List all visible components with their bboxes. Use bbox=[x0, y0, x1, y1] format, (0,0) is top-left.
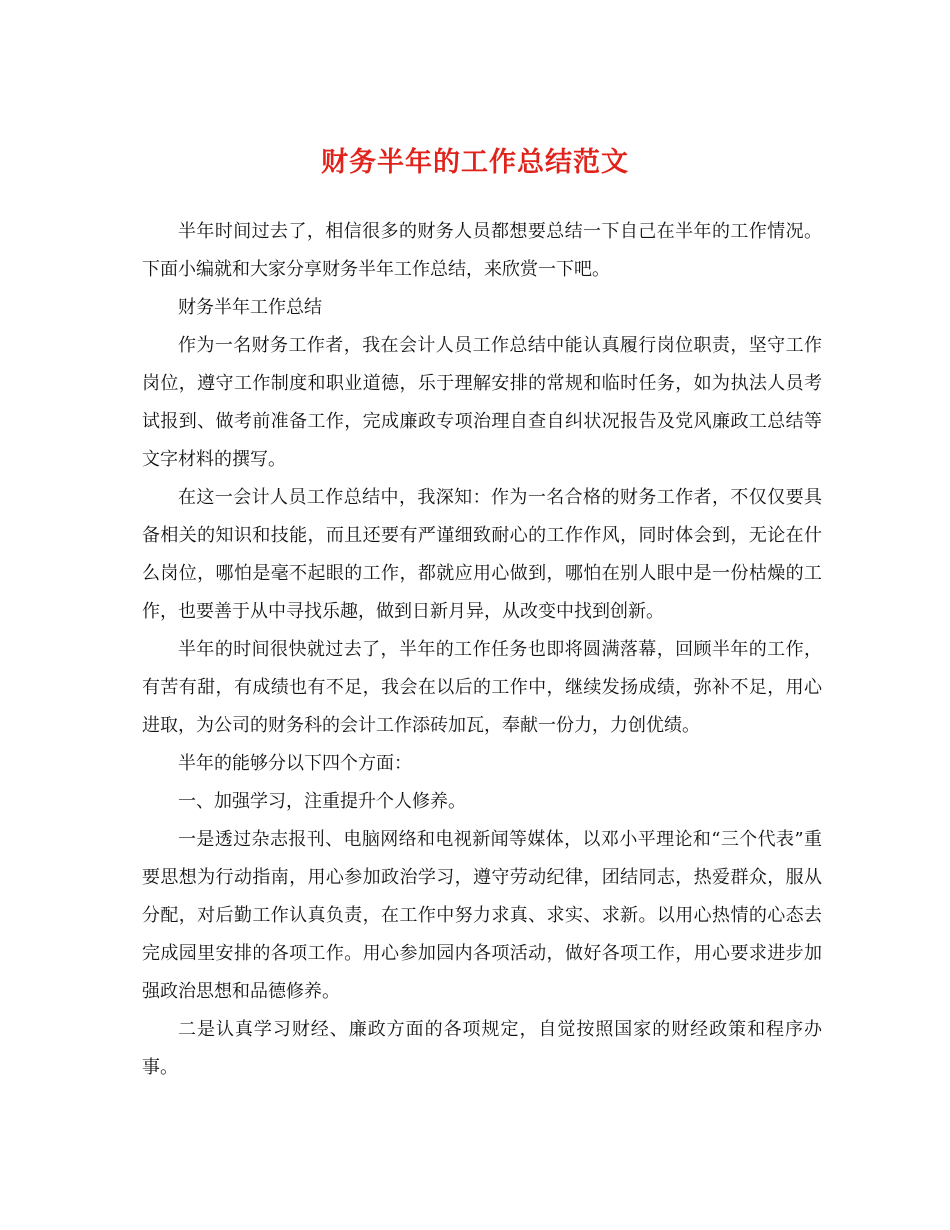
paragraph-intro: 半年时间过去了，相信很多的财务人员都想要总结一下自己在半年的工作情况。下面小编就和大家分享财务半年工作总结，来欣赏一下吧。 bbox=[142, 221, 822, 280]
paragraph-section-one-heading: 一、加强学习，注重提升个人修养。 bbox=[178, 791, 466, 812]
paragraph-reflection: 在这一会计人员工作总结中，我深知：作为一名合格的财务工作者，不仅仅要具备相关的知识和技能，而且还要有严谨细致耐心的工作作风，同时体会到，无论在什么岗位，哪怕是毫不起眼的工作，都就应用心做到，哪怕在别人眼中是一份枯燥的工作，也要善于从中寻找乐趣，做到日新月异，从改变中找到创新。 bbox=[142, 487, 822, 622]
paragraph-four-aspects: 半年的能够分以下四个方面： bbox=[178, 753, 412, 774]
paragraph-review: 半年的时间很快就过去了，半年的工作任务也即将圆满落幕，回顾半年的工作，有苦有甜，有成绩也有不足，我会在以后的工作中，继续发扬成绩，弥补不足，用心进取，为公司的财务科的会计工作添砖加瓦，奉献一份力，力创优绩。 bbox=[142, 639, 822, 736]
document-body bbox=[142, 213, 822, 1087]
document-title: 财务半年的工作总结范文 bbox=[321, 147, 629, 178]
paragraph-section-one-point-one: 一是透过杂志报刊、电脑网络和电视新闻等媒体，以邓小平理论和“三个代表”重要思想为行动指南，用心参加政治学习，遵守劳动纪律，团结同志，热爱群众，服从分配，对后勤工作认真负责，在工作中努力求真、求实、求新。以用心热情的心态去完成园里安排的各项工作。用心参加园内各项活动，做好各项工作，用心要求进步加强政治思想和品德修养。 bbox=[142, 829, 822, 1002]
paragraph-section-one-point-two: 二是认真学习财经、廉政方面的各项规定，自觉按照国家的财经政策和程序办事。 bbox=[142, 1019, 822, 1078]
paragraph-duties: 作为一名财务工作者，我在会计人员工作总结中能认真履行岗位职责，坚守工作岗位，遵守工作制度和职业道德，乐于理解安排的常规和临时任务，如为执法人员考试报到、做考前准备工作，完成廉政专项治理自查自纠状况报告及党风廉政工总结等文字材料的撰写。 bbox=[142, 335, 822, 470]
paragraph-subtitle: 财务半年工作总结 bbox=[178, 297, 322, 318]
